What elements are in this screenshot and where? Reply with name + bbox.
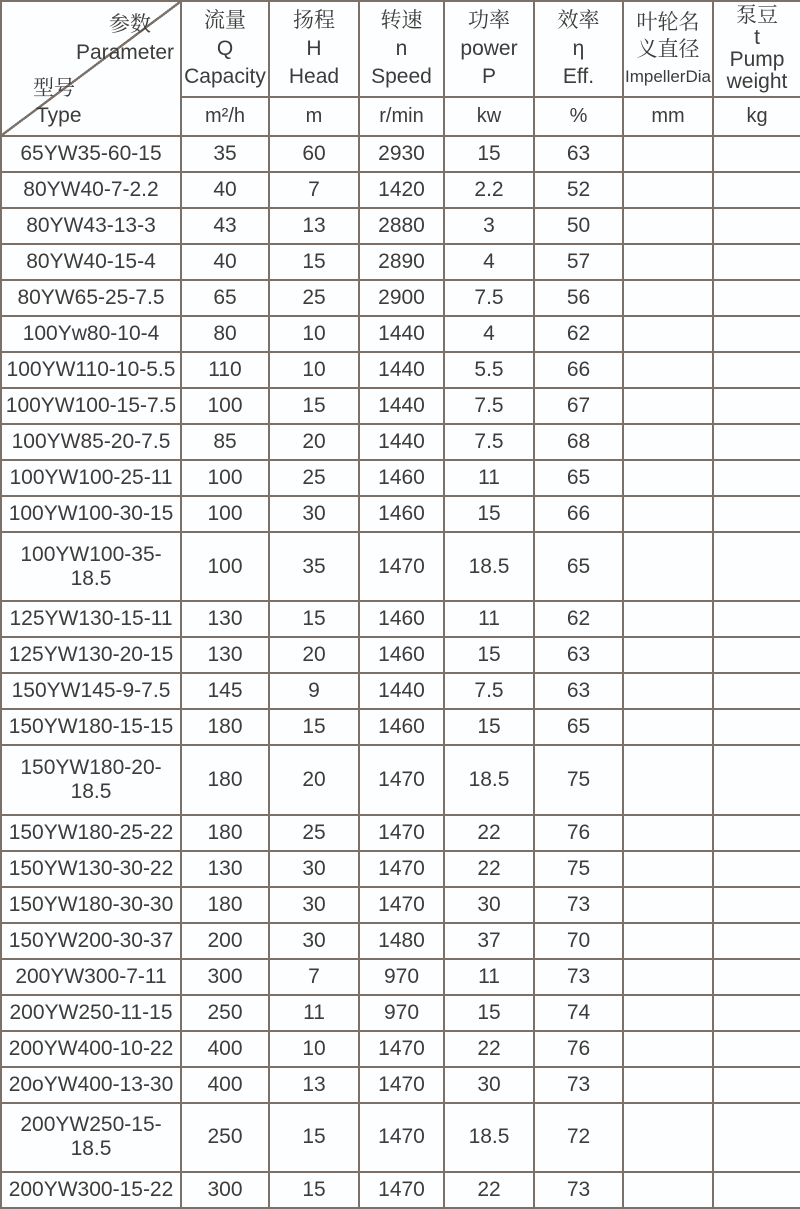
cell-speed: 1460: [359, 601, 444, 637]
cell-eff: 75: [534, 745, 623, 814]
cell-capacity: 145: [181, 673, 269, 709]
cell-weight: [713, 959, 800, 995]
cell-type: 150YW145-9-7.5: [1, 673, 181, 709]
cell-head: 15: [269, 388, 359, 424]
cell-type: 100YW100-35-18.5: [1, 532, 181, 601]
header-line: Capacity: [184, 65, 266, 88]
table-row: [1, 851, 800, 887]
cell-impeller: [623, 709, 713, 745]
cell-speed: 1470: [359, 1031, 444, 1067]
cell-weight: [713, 745, 800, 814]
corner-parameter-en: Parameter: [75, 41, 174, 64]
cell-type: 100YW110-10-5.5: [1, 352, 181, 388]
cell-speed: 2930: [359, 136, 444, 172]
cell-speed: 970: [359, 959, 444, 995]
header-line: 扬程: [293, 9, 335, 32]
cell-weight: [713, 1103, 800, 1172]
cell-weight: [713, 424, 800, 460]
table-row: [1, 244, 800, 280]
cell-power: 4: [444, 316, 534, 352]
cell-power: 7.5: [444, 424, 534, 460]
cell-weight: [713, 923, 800, 959]
header-line: 转速: [380, 9, 423, 32]
cell-head: 13: [269, 1067, 359, 1103]
cell-impeller: [623, 923, 713, 959]
cell-speed: 1420: [359, 172, 444, 208]
cell-speed: 1460: [359, 460, 444, 496]
cell-eff: 70: [534, 923, 623, 959]
cell-eff: 52: [534, 172, 623, 208]
header-line: weight: [726, 70, 788, 93]
cell-capacity: 180: [181, 745, 269, 814]
cell-capacity: 400: [181, 1031, 269, 1067]
cell-head: 11: [269, 995, 359, 1031]
column-header-eff: [534, 1, 623, 97]
header-line: η: [572, 37, 585, 60]
cell-type: 125YW130-20-15: [1, 637, 181, 673]
cell-type: 100YW100-25-11: [1, 460, 181, 496]
cell-power: 15: [444, 709, 534, 745]
header-line: P: [481, 65, 496, 88]
header-line: Head: [288, 65, 340, 88]
cell-type: 200YW300-15-22: [1, 1172, 181, 1208]
cell-head: 13: [269, 208, 359, 244]
table-row: [1, 136, 800, 172]
cell-weight: [713, 316, 800, 352]
cell-type: 80YW65-25-7.5: [1, 280, 181, 316]
cell-weight: [713, 851, 800, 887]
cell-weight: [713, 1172, 800, 1208]
corner-header-cell: [1, 1, 181, 136]
cell-head: 20: [269, 745, 359, 814]
table-row: [1, 532, 800, 601]
cell-power: 4: [444, 244, 534, 280]
header-line: 流量: [204, 9, 246, 32]
table-row: [1, 280, 800, 316]
cell-head: 20: [269, 637, 359, 673]
cell-power: 30: [444, 1067, 534, 1103]
cell-speed: 1440: [359, 352, 444, 388]
cell-impeller: [623, 496, 713, 532]
cell-eff: 62: [534, 316, 623, 352]
cell-type: 150YW200-30-37: [1, 923, 181, 959]
unit-cell-eff: %: [534, 97, 623, 136]
cell-capacity: 100: [181, 496, 269, 532]
cell-type: 20oYW400-13-30: [1, 1067, 181, 1103]
header-line: 功率: [468, 9, 510, 32]
cell-speed: 1470: [359, 851, 444, 887]
cell-speed: 1460: [359, 709, 444, 745]
cell-speed: 1470: [359, 532, 444, 601]
cell-eff: 66: [534, 352, 623, 388]
cell-speed: 1440: [359, 673, 444, 709]
cell-weight: [713, 601, 800, 637]
cell-speed: 1460: [359, 637, 444, 673]
cell-weight: [713, 673, 800, 709]
cell-type: 80YW43-13-3: [1, 208, 181, 244]
cell-eff: 63: [534, 136, 623, 172]
table-row: [1, 601, 800, 637]
cell-type: 80YW40-7-2.2: [1, 172, 181, 208]
cell-capacity: 65: [181, 280, 269, 316]
header-line: 义直径: [636, 37, 700, 61]
cell-type: 150YW130-30-22: [1, 851, 181, 887]
cell-power: 22: [444, 1031, 534, 1067]
table-row: [1, 208, 800, 244]
cell-impeller: [623, 424, 713, 460]
cell-head: 35: [269, 532, 359, 601]
cell-impeller: [623, 460, 713, 496]
cell-type: 200YW250-11-15: [1, 995, 181, 1031]
cell-capacity: 35: [181, 136, 269, 172]
cell-head: 15: [269, 709, 359, 745]
table-row: [1, 923, 800, 959]
cell-capacity: 85: [181, 424, 269, 460]
cell-impeller: [623, 388, 713, 424]
cell-eff: 56: [534, 280, 623, 316]
cell-speed: 1470: [359, 1103, 444, 1172]
table-row: [1, 460, 800, 496]
cell-type: 125YW130-15-11: [1, 601, 181, 637]
corner-type-en: Type: [36, 104, 82, 127]
cell-power: 2.2: [444, 172, 534, 208]
cell-capacity: 80: [181, 316, 269, 352]
cell-weight: [713, 280, 800, 316]
cell-impeller: [623, 532, 713, 601]
cell-capacity: 40: [181, 172, 269, 208]
cell-weight: [713, 815, 800, 851]
cell-power: 22: [444, 815, 534, 851]
header-line: Eff.: [562, 65, 595, 88]
cell-weight: [713, 532, 800, 601]
header-row: [1, 1, 800, 97]
table-row: [1, 815, 800, 851]
cell-impeller: [623, 673, 713, 709]
cell-capacity: 130: [181, 601, 269, 637]
cell-head: 7: [269, 172, 359, 208]
cell-impeller: [623, 208, 713, 244]
cell-capacity: 180: [181, 815, 269, 851]
cell-weight: [713, 496, 800, 532]
cell-power: 18.5: [444, 745, 534, 814]
cell-capacity: 100: [181, 460, 269, 496]
cell-type: 150YW180-30-30: [1, 887, 181, 923]
cell-power: 15: [444, 637, 534, 673]
table-row: [1, 1067, 800, 1103]
cell-eff: 65: [534, 709, 623, 745]
column-header-impeller: [623, 1, 713, 97]
cell-type: 80YW40-15-4: [1, 244, 181, 280]
unit-cell-power: kw: [444, 97, 534, 136]
cell-power: 15: [444, 995, 534, 1031]
cell-impeller: [623, 352, 713, 388]
cell-capacity: 200: [181, 923, 269, 959]
cell-eff: 65: [534, 460, 623, 496]
cell-weight: [713, 172, 800, 208]
cell-capacity: 100: [181, 532, 269, 601]
cell-eff: 63: [534, 637, 623, 673]
cell-weight: [713, 460, 800, 496]
cell-power: 18.5: [444, 1103, 534, 1172]
unit-cell-weight: kg: [713, 97, 800, 136]
cell-impeller: [623, 637, 713, 673]
table-row: [1, 172, 800, 208]
cell-weight: [713, 1067, 800, 1103]
cell-head: 30: [269, 496, 359, 532]
cell-capacity: 250: [181, 995, 269, 1031]
cell-weight: [713, 887, 800, 923]
table-row: [1, 995, 800, 1031]
cell-power: 15: [444, 496, 534, 532]
table-row: [1, 1031, 800, 1067]
cell-impeller: [623, 959, 713, 995]
header-line: n: [395, 37, 408, 60]
cell-weight: [713, 637, 800, 673]
cell-head: 7: [269, 959, 359, 995]
cell-impeller: [623, 1172, 713, 1208]
cell-impeller: [623, 316, 713, 352]
cell-weight: [713, 995, 800, 1031]
cell-weight: [713, 352, 800, 388]
header-line: ImpellerDia: [625, 66, 711, 86]
cell-power: 5.5: [444, 352, 534, 388]
cell-head: 15: [269, 1172, 359, 1208]
cell-eff: 73: [534, 959, 623, 995]
cell-weight: [713, 1031, 800, 1067]
cell-weight: [713, 244, 800, 280]
table-row: [1, 745, 800, 814]
cell-head: 25: [269, 280, 359, 316]
cell-speed: 2890: [359, 244, 444, 280]
unit-cell-impeller: mm: [623, 97, 713, 136]
cell-capacity: 300: [181, 959, 269, 995]
cell-eff: 68: [534, 424, 623, 460]
cell-capacity: 130: [181, 637, 269, 673]
cell-eff: 74: [534, 995, 623, 1031]
cell-impeller: [623, 1067, 713, 1103]
cell-head: 30: [269, 887, 359, 923]
header-line: Speed: [371, 65, 432, 88]
cell-capacity: 180: [181, 709, 269, 745]
cell-head: 15: [269, 1103, 359, 1172]
cell-speed: 1440: [359, 316, 444, 352]
cell-type: 150YW180-25-22: [1, 815, 181, 851]
cell-capacity: 100: [181, 388, 269, 424]
table-row: [1, 709, 800, 745]
cell-speed: 1470: [359, 1172, 444, 1208]
cell-head: 25: [269, 815, 359, 851]
cell-speed: 2880: [359, 208, 444, 244]
header-line: Pump: [729, 48, 785, 71]
cell-eff: 67: [534, 388, 623, 424]
cell-power: 15: [444, 136, 534, 172]
cell-power: 3: [444, 208, 534, 244]
header-line: 效率: [557, 9, 600, 32]
cell-speed: 2900: [359, 280, 444, 316]
table-body: [1, 136, 800, 1208]
table-row: [1, 388, 800, 424]
cell-eff: 73: [534, 1172, 623, 1208]
cell-power: 22: [444, 1172, 534, 1208]
cell-impeller: [623, 136, 713, 172]
cell-eff: 63: [534, 673, 623, 709]
cell-head: 15: [269, 244, 359, 280]
column-header-head: [269, 1, 359, 97]
cell-capacity: 300: [181, 1172, 269, 1208]
cell-capacity: 180: [181, 887, 269, 923]
cell-type: 65YW35-60-15: [1, 136, 181, 172]
cell-impeller: [623, 280, 713, 316]
unit-cell-capacity: m²/h: [181, 97, 269, 136]
cell-power: 18.5: [444, 532, 534, 601]
cell-power: 37: [444, 923, 534, 959]
cell-type: 150YW180-15-15: [1, 709, 181, 745]
cell-speed: 1470: [359, 887, 444, 923]
cell-impeller: [623, 1103, 713, 1172]
header-line: 叶轮名: [636, 10, 700, 34]
cell-head: 10: [269, 316, 359, 352]
cell-capacity: 400: [181, 1067, 269, 1103]
cell-impeller: [623, 601, 713, 637]
cell-speed: 1460: [359, 496, 444, 532]
table-row: [1, 1103, 800, 1172]
corner-parameter-cn: 参数: [109, 13, 151, 36]
header-line: 泵豆: [736, 4, 778, 27]
table-row: [1, 959, 800, 995]
cell-type: 100YW100-30-15: [1, 496, 181, 532]
cell-power: 11: [444, 601, 534, 637]
cell-capacity: 250: [181, 1103, 269, 1172]
cell-head: 15: [269, 601, 359, 637]
cell-impeller: [623, 887, 713, 923]
cell-weight: [713, 709, 800, 745]
column-header-speed: [359, 1, 444, 97]
cell-speed: 1440: [359, 424, 444, 460]
cell-eff: 76: [534, 1031, 623, 1067]
cell-impeller: [623, 1031, 713, 1067]
table-row: [1, 352, 800, 388]
cell-head: 25: [269, 460, 359, 496]
cell-head: 9: [269, 673, 359, 709]
table-row: [1, 424, 800, 460]
cell-capacity: 110: [181, 352, 269, 388]
cell-eff: 50: [534, 208, 623, 244]
cell-weight: [713, 388, 800, 424]
cell-speed: 1480: [359, 923, 444, 959]
unit-cell-speed: r/min: [359, 97, 444, 136]
cell-head: 20: [269, 424, 359, 460]
cell-type: 200YW300-7-11: [1, 959, 181, 995]
cell-eff: 65: [534, 532, 623, 601]
cell-power: 11: [444, 460, 534, 496]
cell-type: 150YW180-20-18.5: [1, 745, 181, 814]
unit-cell-head: m: [269, 97, 359, 136]
cell-speed: 970: [359, 995, 444, 1031]
corner-type-cn: 型号: [33, 77, 75, 100]
table-row: [1, 637, 800, 673]
cell-type: 200YW250-15-18.5: [1, 1103, 181, 1172]
column-header-capacity: [181, 1, 269, 97]
table-row: [1, 496, 800, 532]
cell-type: 100YW100-15-7.5: [1, 388, 181, 424]
cell-weight: [713, 208, 800, 244]
cell-impeller: [623, 244, 713, 280]
header-line: Q: [216, 37, 234, 60]
cell-impeller: [623, 815, 713, 851]
table-row: [1, 887, 800, 923]
cell-type: 100YW85-20-7.5: [1, 424, 181, 460]
cell-eff: 73: [534, 1067, 623, 1103]
cell-eff: 72: [534, 1103, 623, 1172]
cell-capacity: 43: [181, 208, 269, 244]
table-row: [1, 1172, 800, 1208]
column-header-power: [444, 1, 534, 97]
cell-impeller: [623, 172, 713, 208]
cell-impeller: [623, 851, 713, 887]
cell-power: 22: [444, 851, 534, 887]
cell-eff: 76: [534, 815, 623, 851]
cell-impeller: [623, 995, 713, 1031]
header-line: t: [754, 26, 760, 49]
column-header-weight: [713, 1, 800, 97]
cell-power: 11: [444, 959, 534, 995]
cell-speed: 1470: [359, 815, 444, 851]
cell-speed: 1470: [359, 745, 444, 814]
cell-type: 200YW400-10-22: [1, 1031, 181, 1067]
cell-eff: 75: [534, 851, 623, 887]
cell-power: 7.5: [444, 388, 534, 424]
cell-speed: 1470: [359, 1067, 444, 1103]
cell-power: 7.5: [444, 280, 534, 316]
cell-speed: 1440: [359, 388, 444, 424]
cell-capacity: 130: [181, 851, 269, 887]
header-line: H: [306, 37, 322, 60]
cell-eff: 66: [534, 496, 623, 532]
table-row: [1, 316, 800, 352]
cell-head: 60: [269, 136, 359, 172]
cell-power: 7.5: [444, 673, 534, 709]
cell-head: 10: [269, 1031, 359, 1067]
cell-head: 10: [269, 352, 359, 388]
cell-impeller: [623, 745, 713, 814]
cell-weight: [713, 136, 800, 172]
cell-power: 30: [444, 887, 534, 923]
header-line: power: [460, 37, 518, 60]
cell-capacity: 40: [181, 244, 269, 280]
table-row: [1, 673, 800, 709]
cell-head: 30: [269, 851, 359, 887]
cell-head: 30: [269, 923, 359, 959]
cell-eff: 57: [534, 244, 623, 280]
cell-eff: 73: [534, 887, 623, 923]
cell-type: 100Yw80-10-4: [1, 316, 181, 352]
cell-eff: 62: [534, 601, 623, 637]
